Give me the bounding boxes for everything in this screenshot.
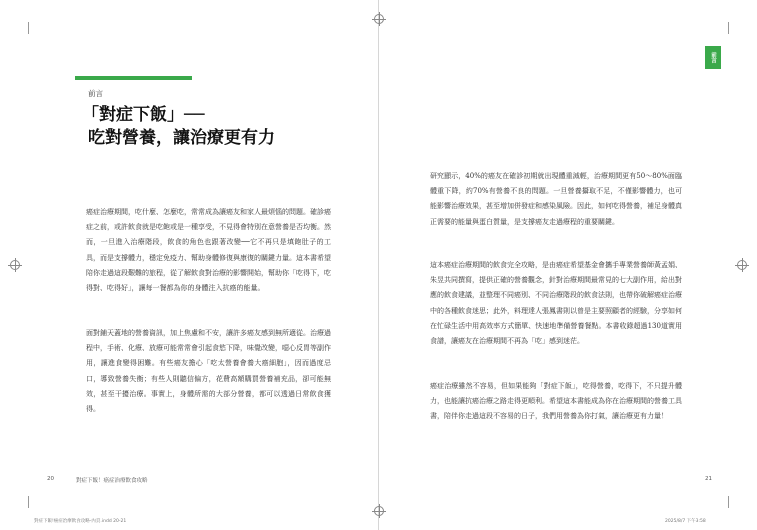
body-paragraph: 面對鋪天蓋地的營養資訊，加上焦慮和不安，讓許多癌友感到無所適從。治療過程中，手術、化療、放療可能常常會引起食慾下降，味覺改變，噁心反胃等副作用，讓進食變得困難。有些癌友擔心「吃太營養會養大癌細胞」，因而過度忌口，導致營養失衡；有些人則聽信偏方，花費高額購買營養補充品，卻可能無效，甚至干擾治療。事實上，身體所需的大部分營養，都可以透過日常飲食獲得。 — [86, 329, 331, 414]
registration-mark-icon — [374, 14, 384, 24]
page-title-line2: 吃對營養，讓治療更有力 — [88, 128, 275, 148]
crop-mark — [28, 22, 29, 34]
print-slug-date: 2025/8/7 下午3:58 — [665, 519, 706, 524]
accent-bar — [75, 76, 192, 80]
body-paragraph: 癌症治療期間，吃什麼、怎麼吃，常常成為讓癌友和家人最煩惱的問題。確診癌症之前，或許飲食就是吃飽或是一種享受，不見得會特別在意營養是否均衡。然而，一旦進入治療階段，飲食的角色也跟著改變──它不再只是填飽肚子的工具，而是支撐體力，穩定免疫力、幫助身體修復與康復的關鍵力量。這本書希望陪你走過這段艱難的旅程，從了解飲食對治療的影響開始，幫助你「吃得下，吃得對、吃得好」，讓每一餐都為你的身體注入抗癌的能量。 — [86, 208, 331, 293]
page-number-right: 21 — [705, 476, 712, 482]
crop-mark — [28, 496, 29, 508]
print-slug-file: 對症下飯!癌症治療飲食攻略-內頁.indd 20-21 — [34, 519, 127, 524]
running-footer-title: 對症下飯！癌症治療飲食攻略 — [76, 478, 148, 484]
registration-mark-icon — [374, 506, 384, 516]
page-number-left: 20 — [47, 476, 54, 482]
spine — [378, 0, 379, 530]
crop-mark — [728, 22, 729, 34]
registration-mark-icon — [737, 260, 747, 270]
chapter-tab: 前言 — [705, 46, 721, 69]
body-paragraph: 研究顯示，40%的癌友在確診初期就出現體重減輕，治療期間更有50～80%面臨體重下降，約70%有營養不良的問題。一旦營養攝取不足，不僅影響體力，也可能影響治療效果，甚至增加併發症和感染風險。因此，如何吃得營養，補足身體真正需要的能量與蛋白質量，是支撐癌友走過療程的重要關鍵。 — [430, 172, 682, 226]
body-paragraph: 這本癌症治療期間的飲食完全攻略，是由癌症希望基金會攜手專業營養師黃孟娟、朱昱共同撰寫，提供正確的營養觀念，針對治療期間最常見的七大副作用，給出對應的飲食建議，並整理不同癌別、不同治療階段的飲食法則，也帶你破解癌症治療中的各種飲食迷思；此外，料理達人張鳳書則以曾是主要照顧者的經驗，分享如何在忙碌生活中用高效率方式簡單、快速地準備營養餐點。本書收錄超過130道實用食譜，讓癌友在治療期間不再為「吃」感到迷茫。 — [430, 261, 682, 346]
registration-mark-icon — [10, 260, 20, 270]
page-title-line1: 「對症下飯」── — [82, 105, 205, 125]
body-paragraph: 癌症治療雖然不容易，但如果能夠「對症下飯」，吃得營養，吃得下，不只提升體力，也能讓抗癌治療之路走得更順利。希望這本書能成為你在治療期間的營養工具書，陪伴你走過這段不容易的日子，我們用營養為你打氣，讓治療更有力量！ — [430, 382, 682, 421]
section-kicker: 前言 — [88, 89, 103, 98]
crop-mark — [728, 496, 729, 508]
